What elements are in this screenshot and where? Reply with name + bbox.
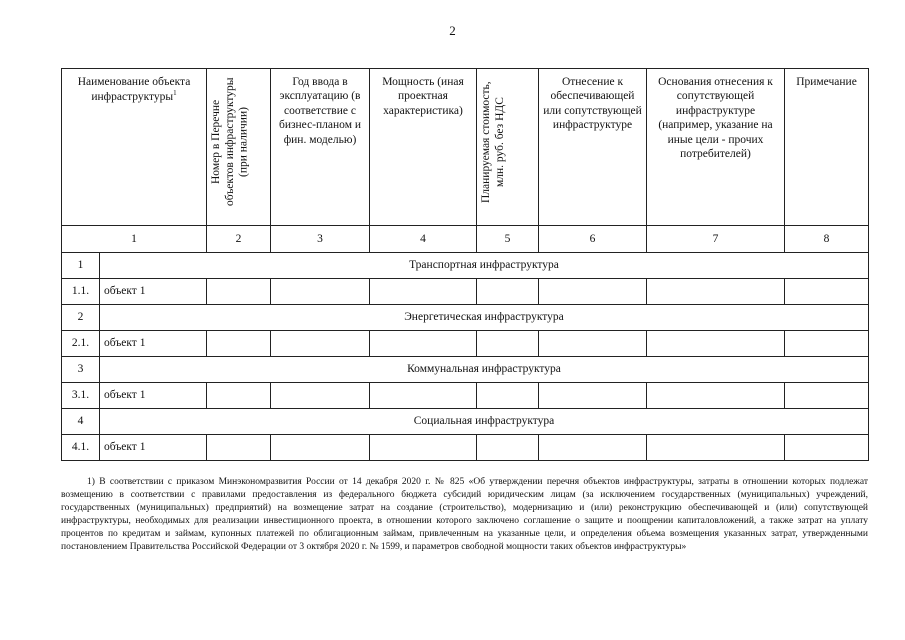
section-number: 3 bbox=[62, 357, 100, 383]
empty-cell[interactable] bbox=[647, 331, 785, 357]
empty-cell[interactable] bbox=[370, 331, 477, 357]
empty-cell[interactable] bbox=[647, 279, 785, 305]
item-name: объект 1 bbox=[100, 331, 207, 357]
table-row bbox=[62, 331, 869, 357]
column-number: 2 bbox=[207, 226, 271, 253]
table-row bbox=[62, 383, 869, 409]
column-number: 6 bbox=[539, 226, 647, 253]
header-list-number: Номер в Перечне объектов инфраструктуры (при наличии) bbox=[207, 69, 271, 226]
footnote: 1) В соответствии с приказом Минэкономразвития России от 14 декабря 2020 г. № 825 «Об утверждении перечня объектов инфраструктуры, затраты в отношении которых подлежат возмещению в соответствии с правилами предоставления из федерального бюджета субсидий юридическим лицам (за исключением государственных (муниципальных) учреждений, государственных (муниципальных) предприятий) на возмещение затрат на создание (строительство), модернизацию и (или) реконструкцию обеспечивающей и (или) сопутствующей инфраструктуры, необходимых для реализации инвестиционного проекта, в отношении которого заключено соглашение о защите и поощрении капиталовложений, а также затрат на уплату процентов по кредитам и займам, купонных платежей по облигационным займам, привлеченным на указанные цели, и определения объема возмещения указанных затрат, утвержденными постановлением Правительства Российской Федерации от 3 октября 2020 г. № 1599, и параметров свободной мощности таких объектов инфраструктуры» bbox=[61, 477, 868, 552]
column-number: 4 bbox=[370, 226, 477, 253]
section-title: Энергетическая инфраструктура bbox=[100, 305, 869, 331]
section-title: Коммунальная инфраструктура bbox=[100, 357, 869, 383]
section-number: 1 bbox=[62, 253, 100, 279]
column-number: 8 bbox=[785, 226, 869, 253]
item-name: объект 1 bbox=[100, 435, 207, 461]
item-number: 1.1. bbox=[62, 279, 100, 305]
empty-cell[interactable] bbox=[785, 435, 869, 461]
item-number: 2.1. bbox=[62, 331, 100, 357]
empty-cell[interactable] bbox=[477, 331, 539, 357]
empty-cell[interactable] bbox=[647, 383, 785, 409]
section-row bbox=[62, 409, 869, 435]
empty-cell[interactable] bbox=[539, 279, 647, 305]
header-infrastructure-type: Отнесение к обеспечивающей или сопутствующей инфраструктуре bbox=[539, 69, 647, 226]
empty-cell[interactable] bbox=[539, 331, 647, 357]
header-note: Примечание bbox=[785, 69, 869, 226]
column-number: 7 bbox=[647, 226, 785, 253]
empty-cell[interactable] bbox=[785, 383, 869, 409]
empty-cell[interactable] bbox=[271, 435, 370, 461]
item-number: 4.1. bbox=[62, 435, 100, 461]
item-name: объект 1 bbox=[100, 279, 207, 305]
empty-cell[interactable] bbox=[539, 383, 647, 409]
empty-cell[interactable] bbox=[271, 383, 370, 409]
page-number: 2 bbox=[449, 23, 456, 38]
column-number-row bbox=[62, 226, 869, 253]
empty-cell[interactable] bbox=[539, 435, 647, 461]
empty-cell[interactable] bbox=[477, 435, 539, 461]
item-number: 3.1. bbox=[62, 383, 100, 409]
empty-cell[interactable] bbox=[207, 279, 271, 305]
header-object-name: Наименование объекта инфраструктуры$^1$ bbox=[62, 69, 207, 226]
header-commissioning-year: Год ввода в эксплуатацию (в соответствие с бизнес-планом и фин. моделью) bbox=[271, 69, 370, 226]
empty-cell[interactable] bbox=[647, 435, 785, 461]
infrastructure-table bbox=[61, 68, 869, 461]
empty-cell[interactable] bbox=[207, 435, 271, 461]
header-capacity: Мощность (иная проектная характеристика) bbox=[370, 69, 477, 226]
header-grounds: Основания отнесения к сопутствующей инфраструктуре (например, указание на иные цели - прочих потребителей) bbox=[647, 69, 785, 226]
header-planned-cost: Планируемая стоимость, млн. руб. без НДС bbox=[477, 69, 539, 226]
column-number: 5 bbox=[477, 226, 539, 253]
section-number: 4 bbox=[62, 409, 100, 435]
empty-cell[interactable] bbox=[207, 383, 271, 409]
section-title: Социальная инфраструктура bbox=[100, 409, 869, 435]
section-title: Транспортная инфраструктура bbox=[100, 253, 869, 279]
empty-cell[interactable] bbox=[370, 383, 477, 409]
section-row bbox=[62, 305, 869, 331]
column-number: 1 bbox=[62, 226, 207, 253]
table-row bbox=[62, 279, 869, 305]
table-row bbox=[62, 435, 869, 461]
section-row bbox=[62, 253, 869, 279]
header-row bbox=[62, 69, 869, 226]
section-number: 2 bbox=[62, 305, 100, 331]
item-name: объект 1 bbox=[100, 383, 207, 409]
empty-cell[interactable] bbox=[477, 279, 539, 305]
empty-cell[interactable] bbox=[370, 435, 477, 461]
empty-cell[interactable] bbox=[271, 279, 370, 305]
empty-cell[interactable] bbox=[785, 279, 869, 305]
empty-cell[interactable] bbox=[207, 331, 271, 357]
empty-cell[interactable] bbox=[785, 331, 869, 357]
section-row bbox=[62, 357, 869, 383]
empty-cell[interactable] bbox=[271, 331, 370, 357]
column-number: 3 bbox=[271, 226, 370, 253]
empty-cell[interactable] bbox=[477, 383, 539, 409]
empty-cell[interactable] bbox=[370, 279, 477, 305]
